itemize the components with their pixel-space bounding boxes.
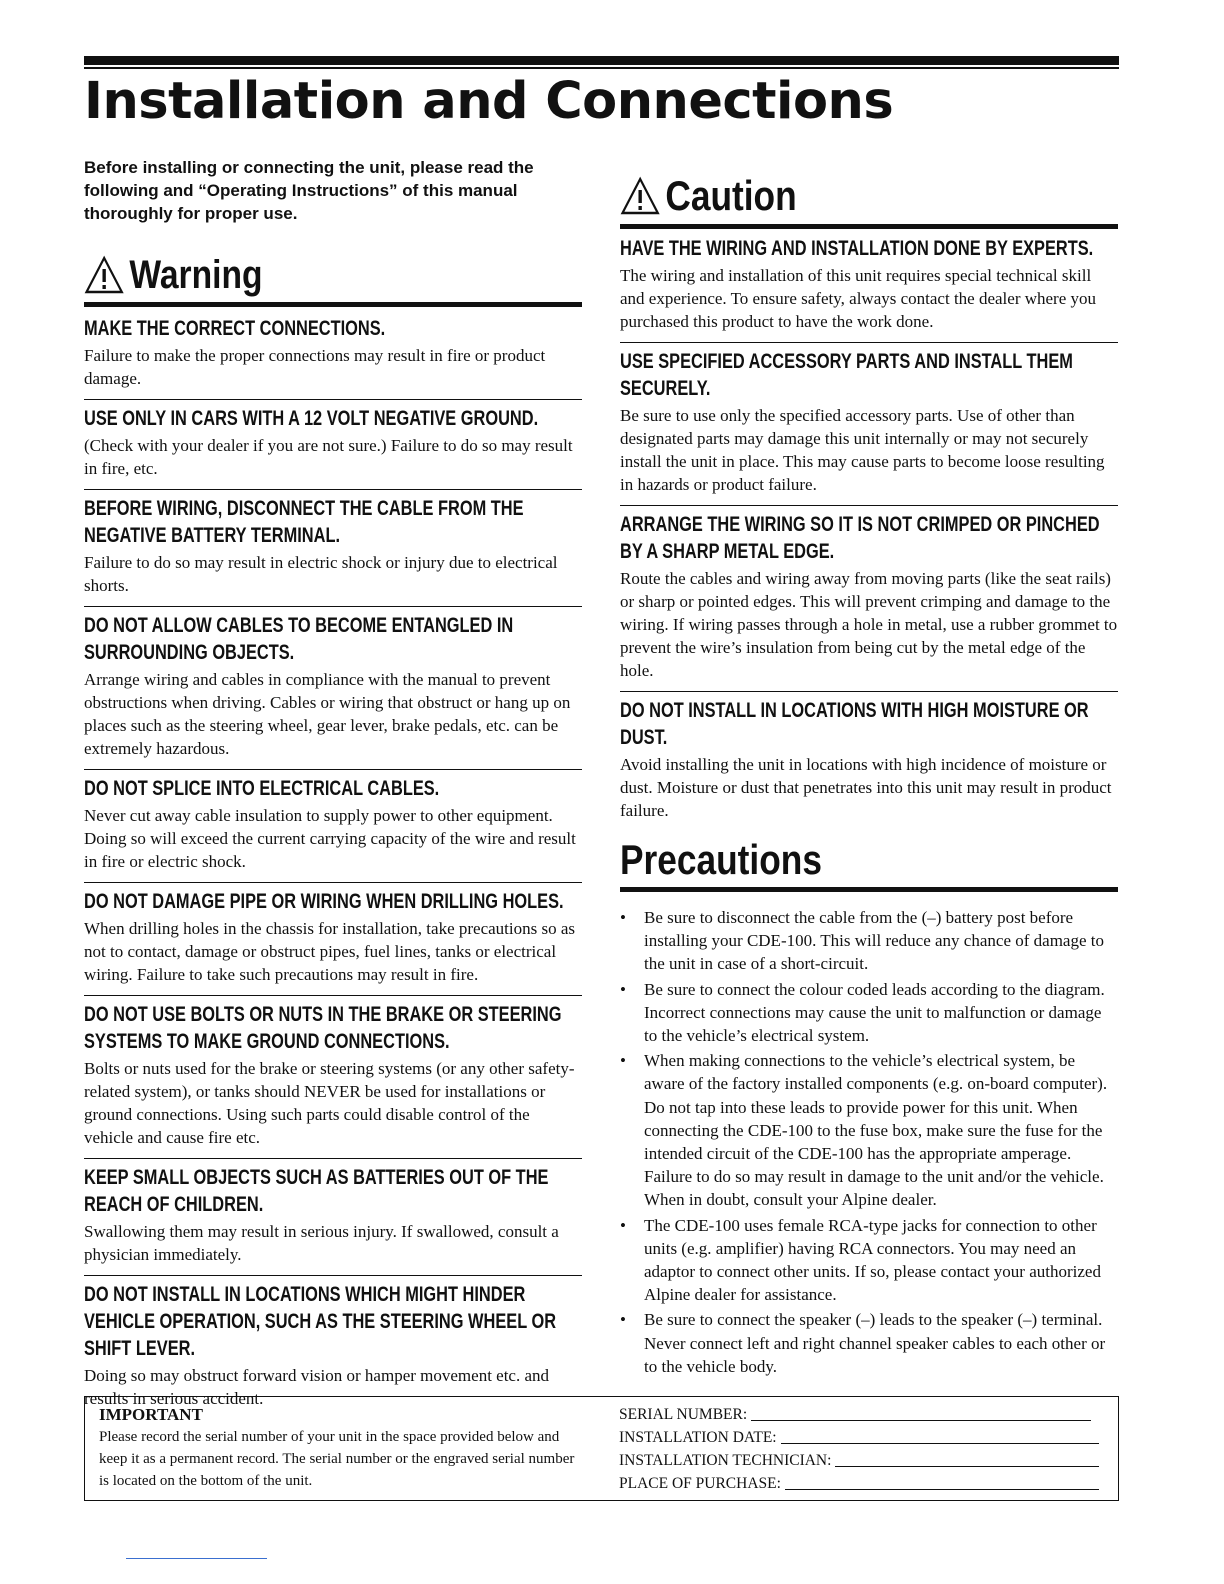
warning-heading-text: Warning — [129, 252, 263, 297]
caution-list — [620, 235, 1118, 831]
caution-item — [620, 235, 1118, 342]
warning-item-title: DO NOT USE BOLTS OR NUTS IN THE BRAKE OR STEERING SYSTEMS TO MAKE GROUND CONNECTIONS. — [84, 1003, 562, 1053]
precaution-item — [620, 1049, 1118, 1211]
serial-number-field[interactable] — [619, 1403, 1099, 1426]
warning-item-text: Failure to do so may result in electric shock or injury due to electrical shorts. — [84, 553, 558, 595]
warning-section — [84, 250, 582, 1419]
record-fields — [619, 1403, 1099, 1495]
precaution-text: Be sure to disconnect the cable from the (–) battery post before installing your CDE-100. This will reduce any chance of damage to the unit in case of a short-circuit. — [644, 908, 1104, 974]
bullet: • — [620, 979, 626, 999]
warning-item — [84, 489, 582, 606]
place-of-purchase-field[interactable] — [619, 1472, 1099, 1495]
caution-item-title: DO NOT INSTALL IN LOCATIONS WITH HIGH MOISTURE OR DUST. — [620, 699, 1089, 749]
caution-heading — [620, 170, 1038, 222]
field-label: PLACE OF PURCHASE: — [619, 1475, 781, 1492]
caution-heading-text: Caution — [665, 172, 797, 219]
warning-item-title: DO NOT SPLICE INTO ELECTRICAL CABLES. — [84, 777, 440, 800]
bullet: • — [620, 1215, 626, 1235]
caution-section — [620, 170, 1118, 1380]
warning-heading — [84, 250, 502, 300]
warning-item-title: USE ONLY IN CARS WITH A 12 VOLT NEGATIVE GROUND. — [84, 407, 539, 430]
warning-item-text: Arrange wiring and cables in compliance with the manual to prevent obstructions when driving. Cables or wiring that obstruct or hang up on places such as the steering wheel, gear lever, brake pedals, etc. can be extremely hazardous. — [84, 670, 571, 758]
caution-item-title: USE SPECIFIED ACCESSORY PARTS AND INSTALL THEM SECURELY. — [620, 350, 1073, 400]
top-rule-thin — [84, 67, 1119, 69]
warning-item — [84, 399, 582, 489]
precaution-item — [620, 1214, 1118, 1307]
field-label: INSTALLATION DATE: — [619, 1429, 777, 1446]
warning-list — [84, 315, 582, 1419]
installation-technician-field[interactable] — [619, 1449, 1099, 1472]
precaution-item — [620, 906, 1118, 976]
warning-triangle-icon — [84, 255, 124, 295]
caution-item — [620, 691, 1118, 831]
warning-rule — [84, 302, 582, 307]
precautions-rule — [620, 887, 1118, 892]
bullet: • — [620, 1051, 626, 1071]
bullet: • — [620, 1310, 626, 1330]
warning-item — [84, 606, 582, 769]
footer-rule — [126, 1558, 267, 1559]
installation-date-field[interactable] — [619, 1426, 1099, 1449]
caution-item-text: Avoid installing the unit in locations with high incidence of moisture or dust. Moisture or dust that penetrates into this unit may result in product failure. — [620, 755, 1112, 820]
field-value[interactable] — [785, 1489, 1099, 1490]
caution-rule — [620, 224, 1118, 229]
bullet: • — [620, 908, 626, 927]
important-box — [84, 1396, 1119, 1501]
warning-triangle-icon — [620, 176, 660, 216]
warning-item — [84, 995, 582, 1158]
caution-item-text: The wiring and installation of this unit requires special technical skill and experience. To ensure safety, always contact the dealer where you purchased this product to have the work done. — [620, 266, 1097, 331]
important-notice — [99, 1403, 579, 1492]
page-title: Installation and Connections — [84, 72, 894, 131]
precaution-text: Be sure to connect the speaker (–) leads to the speaker (–) terminal. Never connect left and right channel speaker cables to each other or to the vehicle body. — [644, 1310, 1106, 1376]
warning-item-title: MAKE THE CORRECT CONNECTIONS. — [84, 317, 386, 340]
precaution-item — [620, 1308, 1118, 1378]
caution-item-title: HAVE THE WIRING AND INSTALLATION DONE BY EXPERTS. — [620, 237, 1094, 260]
warning-item — [84, 769, 582, 882]
warning-item-text: Swallowing them may result in serious injury. If swallowed, consult a physician immediately. — [84, 1222, 559, 1264]
precaution-item — [620, 978, 1118, 1048]
intro-text: Before installing or connecting the unit, please read the following and “Operating Instructions” of this manual thoroughly for proper use. — [84, 158, 534, 223]
caution-item-title: ARRANGE THE WIRING SO IT IS NOT CRIMPED OR PINCHED BY A SHARP METAL EDGE. — [620, 513, 1100, 563]
warning-item-text: Doing so may obstruct forward vision or hamper movement etc. and results in serious accident. — [84, 1366, 550, 1408]
important-title: IMPORTANT — [99, 1405, 203, 1424]
precaution-text: When making connections to the vehicle’s electrical system, be aware of the factory installed components (e.g. on-board computer). Do not tap into these leads to provide power for this unit. When connecting the CDE-100 to the fuse box, make sure the fuse for the intended circuit of the CDE-100 has the appropriate amperage. Failure to do so may result in damage to the unit and/or the vehicle. When in doubt, consult your Alpine dealer. — [644, 1051, 1108, 1210]
warning-item-title: DO NOT DAMAGE PIPE OR WIRING WHEN DRILLING HOLES. — [84, 890, 564, 913]
warning-item-title: DO NOT INSTALL IN LOCATIONS WHICH MIGHT HINDER VEHICLE OPERATION, SUCH AS THE STEERING WHEEL OR SHIFT LEVER. — [84, 1283, 557, 1360]
warning-item-text: (Check with your dealer if you are not sure.) Failure to do so may result in fire, etc. — [84, 436, 573, 478]
warning-item — [84, 1158, 582, 1275]
field-value[interactable] — [781, 1443, 1099, 1444]
warning-item-text: Never cut away cable insulation to supply power to other equipment. Doing so will exceed the current carrying capacity of the wire and result in fire or electric shock. — [84, 806, 576, 871]
field-label: INSTALLATION TECHNICIAN: — [619, 1452, 832, 1469]
precaution-text: The CDE-100 uses female RCA-type jacks for connection to other units (e.g. amplifier) having RCA connectors. You may need an adaptor to connect other units. If so, please contact your authorized Alpine dealer for assistance. — [644, 1215, 1101, 1305]
field-value[interactable] — [751, 1420, 1091, 1421]
important-text: Please record the serial number of your unit in the space provided below and keep it as a permanent record. The serial number or the engraved serial number is located on the bottom of the unit. — [99, 1429, 575, 1489]
warning-item-text: Failure to make the proper connections may result in fire or product damage. — [84, 346, 546, 388]
warning-item — [84, 882, 582, 995]
warning-item-text: When drilling holes in the chassis for installation, take precautions so as not to contact, damage or obstruct pipes, fuel lines, tanks or electrical wiring. Failure to take such precautions may result in fire. — [84, 919, 575, 984]
precautions-list — [620, 906, 1118, 1378]
caution-item-text: Route the cables and wiring away from moving parts (like the seat rails) or sharp or pointed edges. This will prevent crimping and damage to the wiring. If wiring passes through a hole in metal, use a rubber grommet to prevent the wire’s insulation from being cut by the metal edge of the hole. — [620, 569, 1118, 680]
warning-item-title: BEFORE WIRING, DISCONNECT THE CABLE FROM THE NEGATIVE BATTERY TERMINAL. — [84, 497, 524, 547]
top-rule-thick — [84, 56, 1119, 65]
caution-item — [620, 342, 1118, 505]
warning-item — [84, 315, 582, 399]
precautions-heading-text: Precautions — [620, 836, 822, 883]
precaution-text: Be sure to connect the colour coded leads according to the diagram. Incorrect connections may cause the unit to malfunction or damage to the vehicle’s electrical system. — [644, 979, 1105, 1046]
caution-item — [620, 505, 1118, 691]
precautions-heading — [620, 835, 1038, 885]
warning-item-title: DO NOT ALLOW CABLES TO BECOME ENTANGLED IN SURROUNDING OBJECTS. — [84, 614, 514, 664]
warning-item-text: Bolts or nuts used for the brake or steering systems (or any other safety-related system), or tanks should NEVER be used for installations or ground connections. Using such parts could disable control of the vehicle and cause fire etc. — [84, 1059, 575, 1147]
caution-item-text: Be sure to use only the specified accessory parts. Use of other than designated parts may damage this unit internally or may not securely install the unit in place. This may cause parts to become loose resulting in hazards or product failure. — [620, 406, 1105, 494]
warning-item-title: KEEP SMALL OBJECTS SUCH AS BATTERIES OUT OF THE REACH OF CHILDREN. — [84, 1166, 549, 1216]
field-value[interactable] — [835, 1466, 1099, 1467]
field-label: SERIAL NUMBER: — [619, 1406, 748, 1423]
